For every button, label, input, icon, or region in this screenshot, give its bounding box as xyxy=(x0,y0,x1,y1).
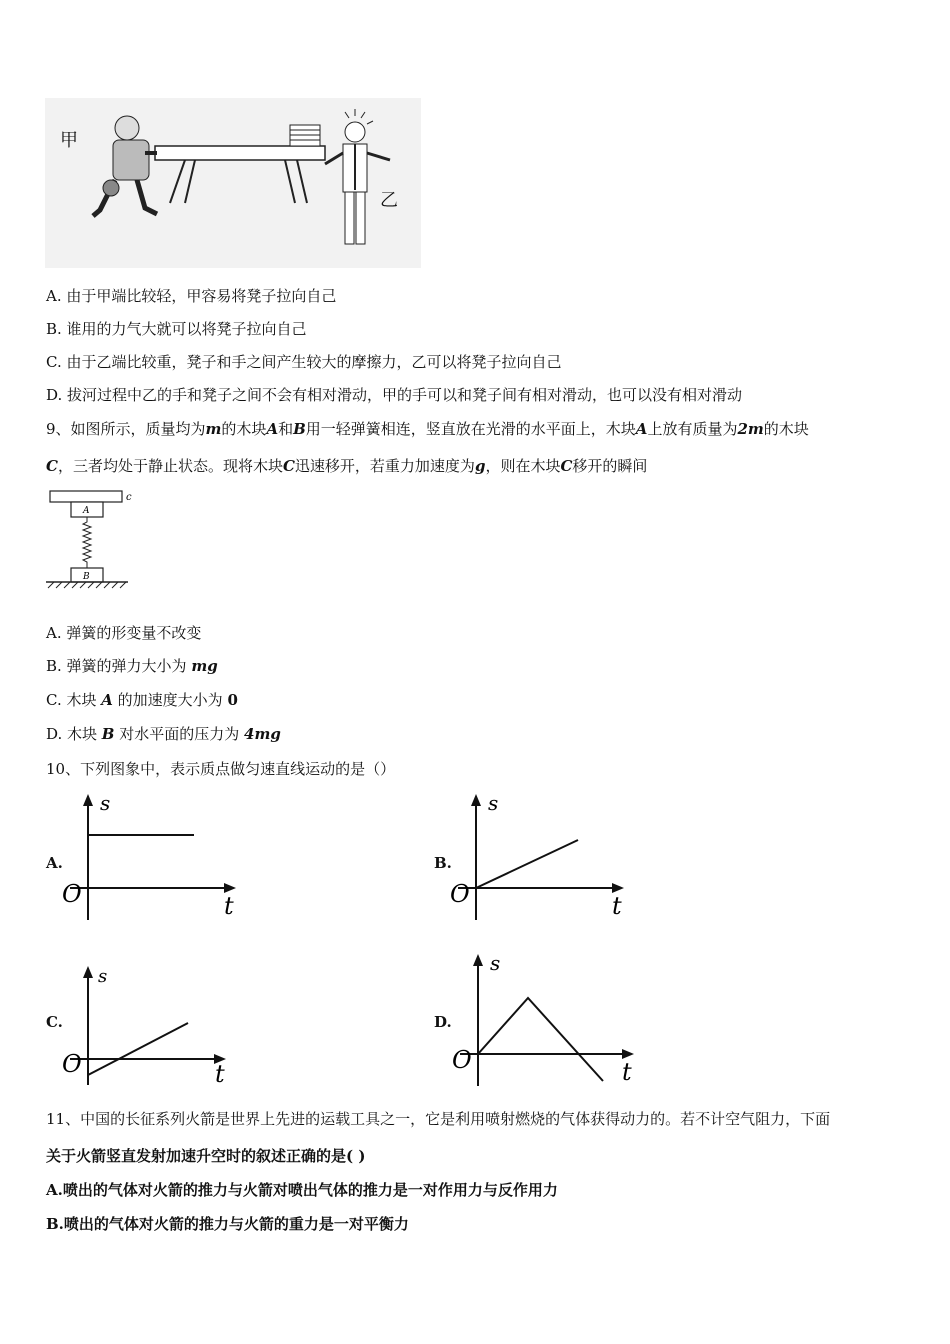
q9-stem-line1: 9、如图所示，质量均为m的木块A和B用一轻弹簧相连，竖直放在光滑的水平面上，木块A上放有质量为2m的木块 xyxy=(46,420,809,438)
label-a: A xyxy=(83,506,90,516)
q8-option-d: D. 拔河过程中乙的手和凳子之间不会有相对滑动，甲的手可以和凳子间有相对滑动，也可以没有相对滑动 xyxy=(46,386,743,404)
q11-stem-line1: 11、中国的长征系列火箭是世界上先进的运载工具之一，它是利用喷射燃烧的气体获得动力的。若不计空气阻力，下面 xyxy=(46,1110,831,1128)
q10-stem: 10、下列图象中，表示质点做匀速直线运动的是（） xyxy=(46,760,396,778)
graph-c-line xyxy=(88,1023,188,1075)
svg-text:O: O xyxy=(452,1046,472,1074)
spring xyxy=(83,517,91,568)
graph-d-line xyxy=(478,998,603,1081)
graph-c xyxy=(60,960,250,1090)
svg-text:s: s xyxy=(98,966,108,987)
graph-b-line xyxy=(476,840,578,888)
svg-text:O: O xyxy=(450,880,470,908)
svg-text:O: O xyxy=(62,1050,82,1078)
q9-option-d: D. 木块 B 对水平面的压力为 4mg xyxy=(46,725,281,743)
svg-text:O: O xyxy=(62,880,82,908)
q8-option-b: B. 谁用的力气大就可以将凳子拉向自己 xyxy=(46,320,307,338)
q11-stem-line2: 关于火箭竖直发射加速升空时的叙述正确的是( ) xyxy=(46,1147,366,1165)
svg-text:s: s xyxy=(488,791,499,815)
q8-option-a: A. 由于甲端比较轻，甲容易将凳子拉向自己 xyxy=(46,287,337,305)
graph-c-label: C. xyxy=(46,1013,63,1031)
graph-b xyxy=(448,790,638,925)
block-c xyxy=(50,491,122,502)
svg-text:t: t xyxy=(215,1060,225,1088)
graph-b-label: B. xyxy=(434,854,452,872)
q8-option-c: C. 由于乙端比较重，凳子和手之间产生较大的摩擦力，乙可以将凳子拉向自己 xyxy=(46,353,562,371)
spring-blocks-figure xyxy=(46,488,136,590)
q9-option-a: A. 弹簧的形变量不改变 xyxy=(46,624,202,642)
q9-option-b: B. 弹簧的弹力大小为 mg xyxy=(46,657,218,675)
graph-d-label: D. xyxy=(434,1013,452,1031)
figure-label-yi: 乙 xyxy=(380,190,398,211)
svg-text:t: t xyxy=(612,892,622,920)
svg-text:s: s xyxy=(490,951,501,975)
figure-label-jia: 甲 xyxy=(60,130,78,151)
graph-a xyxy=(60,790,250,925)
tug-of-war-figure xyxy=(45,98,421,268)
svg-text:t: t xyxy=(622,1058,632,1086)
q11-option-b: B.喷出的气体对火箭的推力与火箭的重力是一对平衡力 xyxy=(46,1215,409,1233)
label-b: B xyxy=(83,572,90,582)
q9-option-c: C. 木块 A 的加速度大小为 0 xyxy=(46,691,238,709)
q11-option-a: A.喷出的气体对火箭的推力与火箭对喷出气体的推力是一对作用力与反作用力 xyxy=(46,1181,558,1199)
svg-text:t: t xyxy=(224,892,234,920)
label-c: c xyxy=(126,492,132,503)
q9-stem-line2: C，三者均处于静止状态。现将木块C迅速移开，若重力加速度为g，则在木块C移开的瞬间 xyxy=(46,457,648,475)
graph-d xyxy=(448,948,648,1088)
graph-a-label: A. xyxy=(46,854,63,872)
svg-text:s: s xyxy=(100,791,111,815)
